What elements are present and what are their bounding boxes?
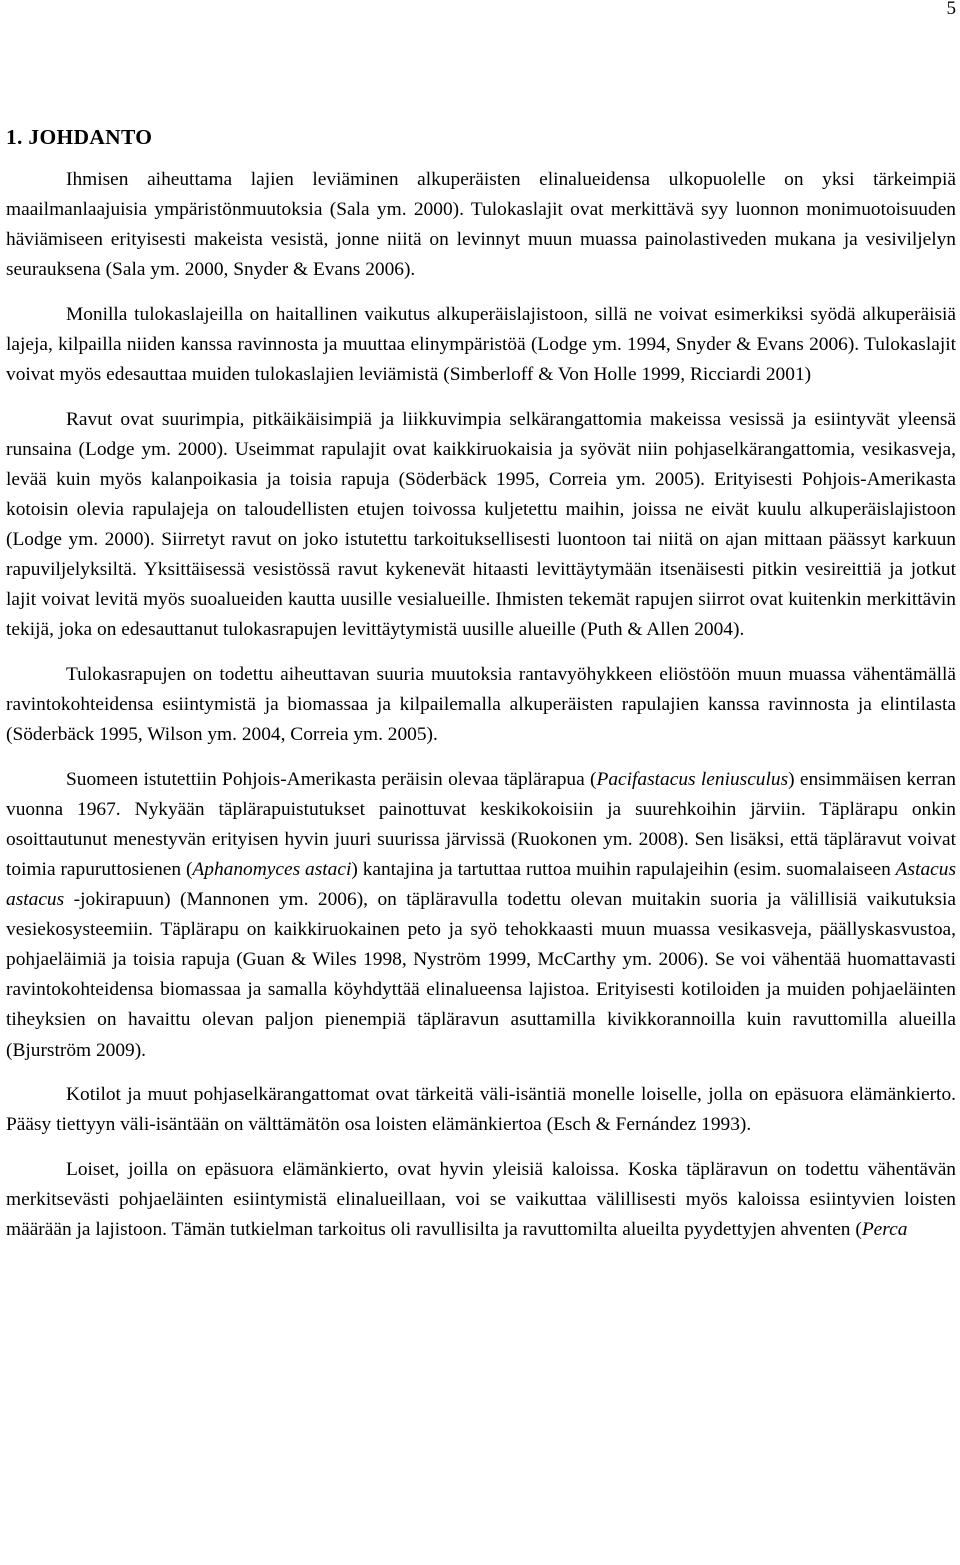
- species-name-perca: Perca: [861, 1219, 908, 1240]
- paragraph-5: [6, 765, 956, 1066]
- species-name-pacifastacus: Pacifastacus leniusculus: [596, 768, 789, 790]
- species-name-astacus: Astacus astacus: [6, 858, 956, 911]
- paragraph-5-text-1: Suomeen istutettiin Pohjois-Amerikasta peräisin olevaa täplärapua (: [66, 768, 597, 790]
- paragraph-6: Kotilot ja muut pohjaselkärangattomat ovat tärkeitä väli-isäntiä monelle loiselle, jolla on epäsuora elämänkierto. Pääsy tiettyyn väli-isäntään on välttämätön osa loisten elämänkiertoa (Esch & Fernández 1993).: [6, 1084, 956, 1136]
- section-heading: 1. JOHDANTO: [6, 125, 153, 149]
- species-name-aphanomyces: Aphanomyces astaci: [192, 858, 352, 880]
- paragraph-2: Monilla tulokaslajeilla on haitallinen vaikutus alkuperäislajistoon, sillä ne voivat esimerkiksi syödä alkuperäisiä lajeja, kilpailla niiden kanssa ravinnosta ja muuttaa elinympäristöä (Lodge ym. 1994, Snyder & Evans 2006). Tulokaslajit voivat myös edesauttaa muiden tulokaslajien leviämistä (Simberloff & Von Holle 1999, Ricciardi 2001): [6, 303, 956, 386]
- paragraph-7-text-1: Loiset, joilla on epäsuora elämänkierto, ovat hyvin yleisiä kaloissa. Koska täpläravun on todettu vähentävän merkitsevästi pohjaeläinten esiintymistä elinalueillaan, voi se vaikuttaa välillisesti myös kaloissa esiintyvien loisten määrään ja lajistoon. Tämän tutkielman tarkoitus oli ravullisilta ja ravuttomilta alueilta pyydettyjen ahventen (: [6, 1158, 956, 1240]
- paragraph-5-text-3: ) kantajina ja tartuttaa ruttoa muihin rapulajeihin (esim. suomalaiseen: [351, 858, 896, 880]
- paragraph-4: Tulokasrapujen on todettu aiheuttavan suuria muutoksia rantavyöhykkeen eliöstöön muun muassa vähentämällä ravintokohteidensa esiintymistä ja biomassaa ja kilpailemalla alkuperäisten rapulajien kanssa ravinnosta ja elintilasta (Söderbäck 1995, Wilson ym. 2004, Correia ym. 2005).: [6, 663, 956, 746]
- body-text: [6, 165, 956, 1245]
- paragraph-3: Ravut ovat suurimpia, pitkäikäisimpiä ja liikkuvimpia selkärangattomia makeissa vesissä ja esiintyvät yleensä runsaina (Lodge ym. 2000). Useimmat rapulajit ovat kaikkiruokaisia ja syövät niin pohjaselkärangattomia, vesikasveja, levää kuin myös kalanpoikasia ja toisia rapuja (Söderbäck 1995, Correia ym. 2005). Erityisesti Pohjois-Amerikasta kotoisin olevia rapulajeja on taloudellisten etujen toivossa kuljetettu maihin, joissa ne eivät kuulu alkuperäislajistoon (Lodge ym. 2000). Siirretyt ravut on joko istutettu tarkoituksellisesti luontoon tai niitä on ajan mittaan päässyt karkuun rapuviljelyksiltä. Yksittäisessä vesistössä ravut kykenevät hitaasti levittäytymään itsenäisesti pitkin vesireittiä ja jotkut lajit voivat levitä myös suoalueiden kautta uusille vesialueille. Ihmisten tekemät rapujen siirrot ovat kuitenkin merkittävin tekijä, joka on edesauttanut tulokasrapujen levittäytymistä uusille alueille (Puth & Allen 2004).: [6, 408, 956, 641]
- page-number: 5: [946, 0, 956, 19]
- paragraph-1: Ihmisen aiheuttama lajien leviäminen alkuperäisten elinalueidensa ulkopuolelle on yksi tärkeimpiä maailmanlaajuisia ympäristönmuutoksia (Sala ym. 2000). Tulokaslajit ovat merkittävä syy luonnon monimuotoisuuden häviämiseen erityisesti makeista vesistä, jonne niitä on levinnyt muun muassa painolastiveden mukana ja vesiviljelyn seurauksena (Sala ym. 2000, Snyder & Evans 2006).: [6, 169, 956, 281]
- paragraph-5-text-4: -jokirapuun) (Mannonen ym. 2006), on täpläravulla todettu olevan muitakin suoria ja välillisiä vaikutuksia vesiekosysteemiin. Täplärapu on kaikkiruokainen peto ja syö tehokkaasti muun muassa vesikasveja, päällyskasvustoa, pohjaeläimiä ja toisia rapuja (Guan & Wiles 1998, Nyström 1999, McCarthy ym. 2006). Se voi vähentää huomattavasti ravintokohteidensa biomassaa ja samalla köyhdyttää elinalueensa lajistoa. Erityisesti kotiloiden ja muiden pohjaeläinten tiheyksien on havaittu olevan paljon pienempiä täpläravun asuttamilla kivikkorannoilla kuin ravuttomilla alueilla (Bjurström 2009).: [6, 889, 956, 1061]
- paragraph-5-text-2: ) ensimmäisen kerran vuonna 1967. Nykyään täplärapuistutukset painottuvat keskikokoisiin ja suurehkoihin järviin. Täplärapu onkin osoittautunut menestyvän erityisen hyvin juuri suurissa järvissä (Ruokonen ym. 2008). Sen lisäksi, että täpläravut voivat toimia rapuruttosienen (: [6, 768, 956, 880]
- paragraph-7: [6, 1155, 956, 1245]
